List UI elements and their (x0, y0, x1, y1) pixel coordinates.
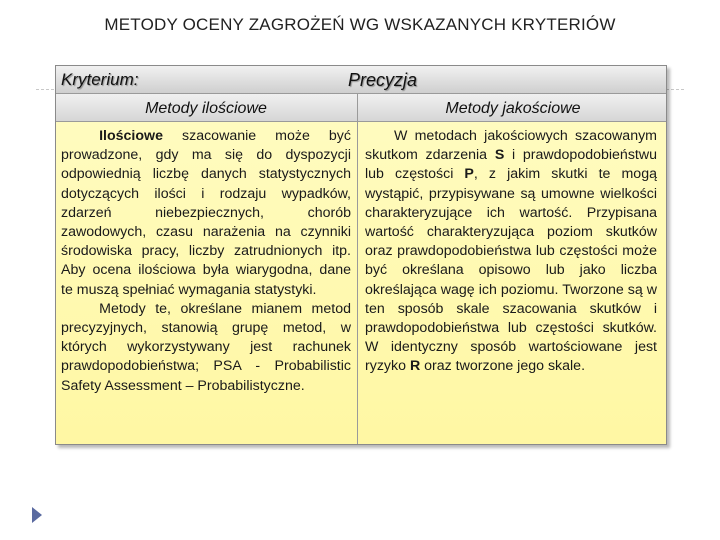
qualitative-text-part-2: i prawdopodobieństwu lub częstości (365, 147, 657, 183)
probability-symbol: P (464, 166, 474, 183)
quantitative-methods-text (61, 127, 351, 396)
column-header-row (56, 94, 666, 122)
quantitative-methods-header: Metody ilościowe (145, 100, 267, 117)
criterion-header-row (56, 66, 666, 94)
criterion-label: Kryterium: (61, 70, 139, 89)
quantitative-paragraph-2 (61, 300, 351, 396)
slide-title: METODY OCENY ZAGROŻEŃ WG WSKAZANYCH KRYTERIÓW (104, 15, 616, 34)
criterion-value: Precyzja (348, 70, 418, 90)
quantitative-keyword: Ilościowe (99, 128, 163, 144)
qualitative-methods-text (365, 127, 657, 377)
criteria-table (55, 65, 667, 445)
risk-symbol: R (409, 358, 421, 375)
quantitative-paragraph-2-text: Metody te, określane mianem metod precyzyjnych, stanowią grupę metod, w których wykorzystywany jest rachunek prawdopodobieństwa; PSA - Probabilistic Safety Assessment – Probabilistyczne. (61, 300, 351, 394)
next-slide-arrow-icon[interactable] (32, 507, 42, 523)
quantitative-paragraph-1 (61, 127, 351, 300)
column-divider (357, 94, 358, 444)
qualitative-methods-header: Metody jakościowe (445, 100, 581, 117)
quantitative-paragraph-1-text: szacowanie może być prowadzone, gdy ma się do dyspozycji odpowiednią liczbę danych statystycznych dotyczących ilości i rodzaju wypadków, zdarzeń niebezpiecznych, chorób zawodowych, czasu narażenia na czynniki środowiska pracy, liczby zatrudnionych itp. Aby ocena ilościowa była wiarygodna, dane te muszą spełniać wymagania statystyki. (61, 128, 351, 298)
qualitative-text-part-3: , z jakim skutki te mogą wystąpić, przypisywane są umowne wielkości charakteryzujące ich wartość. Przypisana wartość charakteryzująca poziom skutków oraz prawdopodobieństwa lub częstości może być określana opisowo lub jako liczba określająca wagę ich poziomu. Tworzone są w ten sposób skale szacowania skutków i prawdopodobieństwa lub częstości skutków. W identyczny sposób wartościowane jest ryzyko (365, 166, 657, 375)
qualitative-paragraph (365, 127, 657, 377)
qualitative-text-part-4: oraz tworzone jego skale. (420, 358, 586, 375)
qualitative-text-part-1: W metodach jakościowych szacowanym skutkom zdarzenia (365, 128, 657, 164)
severity-symbol: S (494, 147, 505, 164)
